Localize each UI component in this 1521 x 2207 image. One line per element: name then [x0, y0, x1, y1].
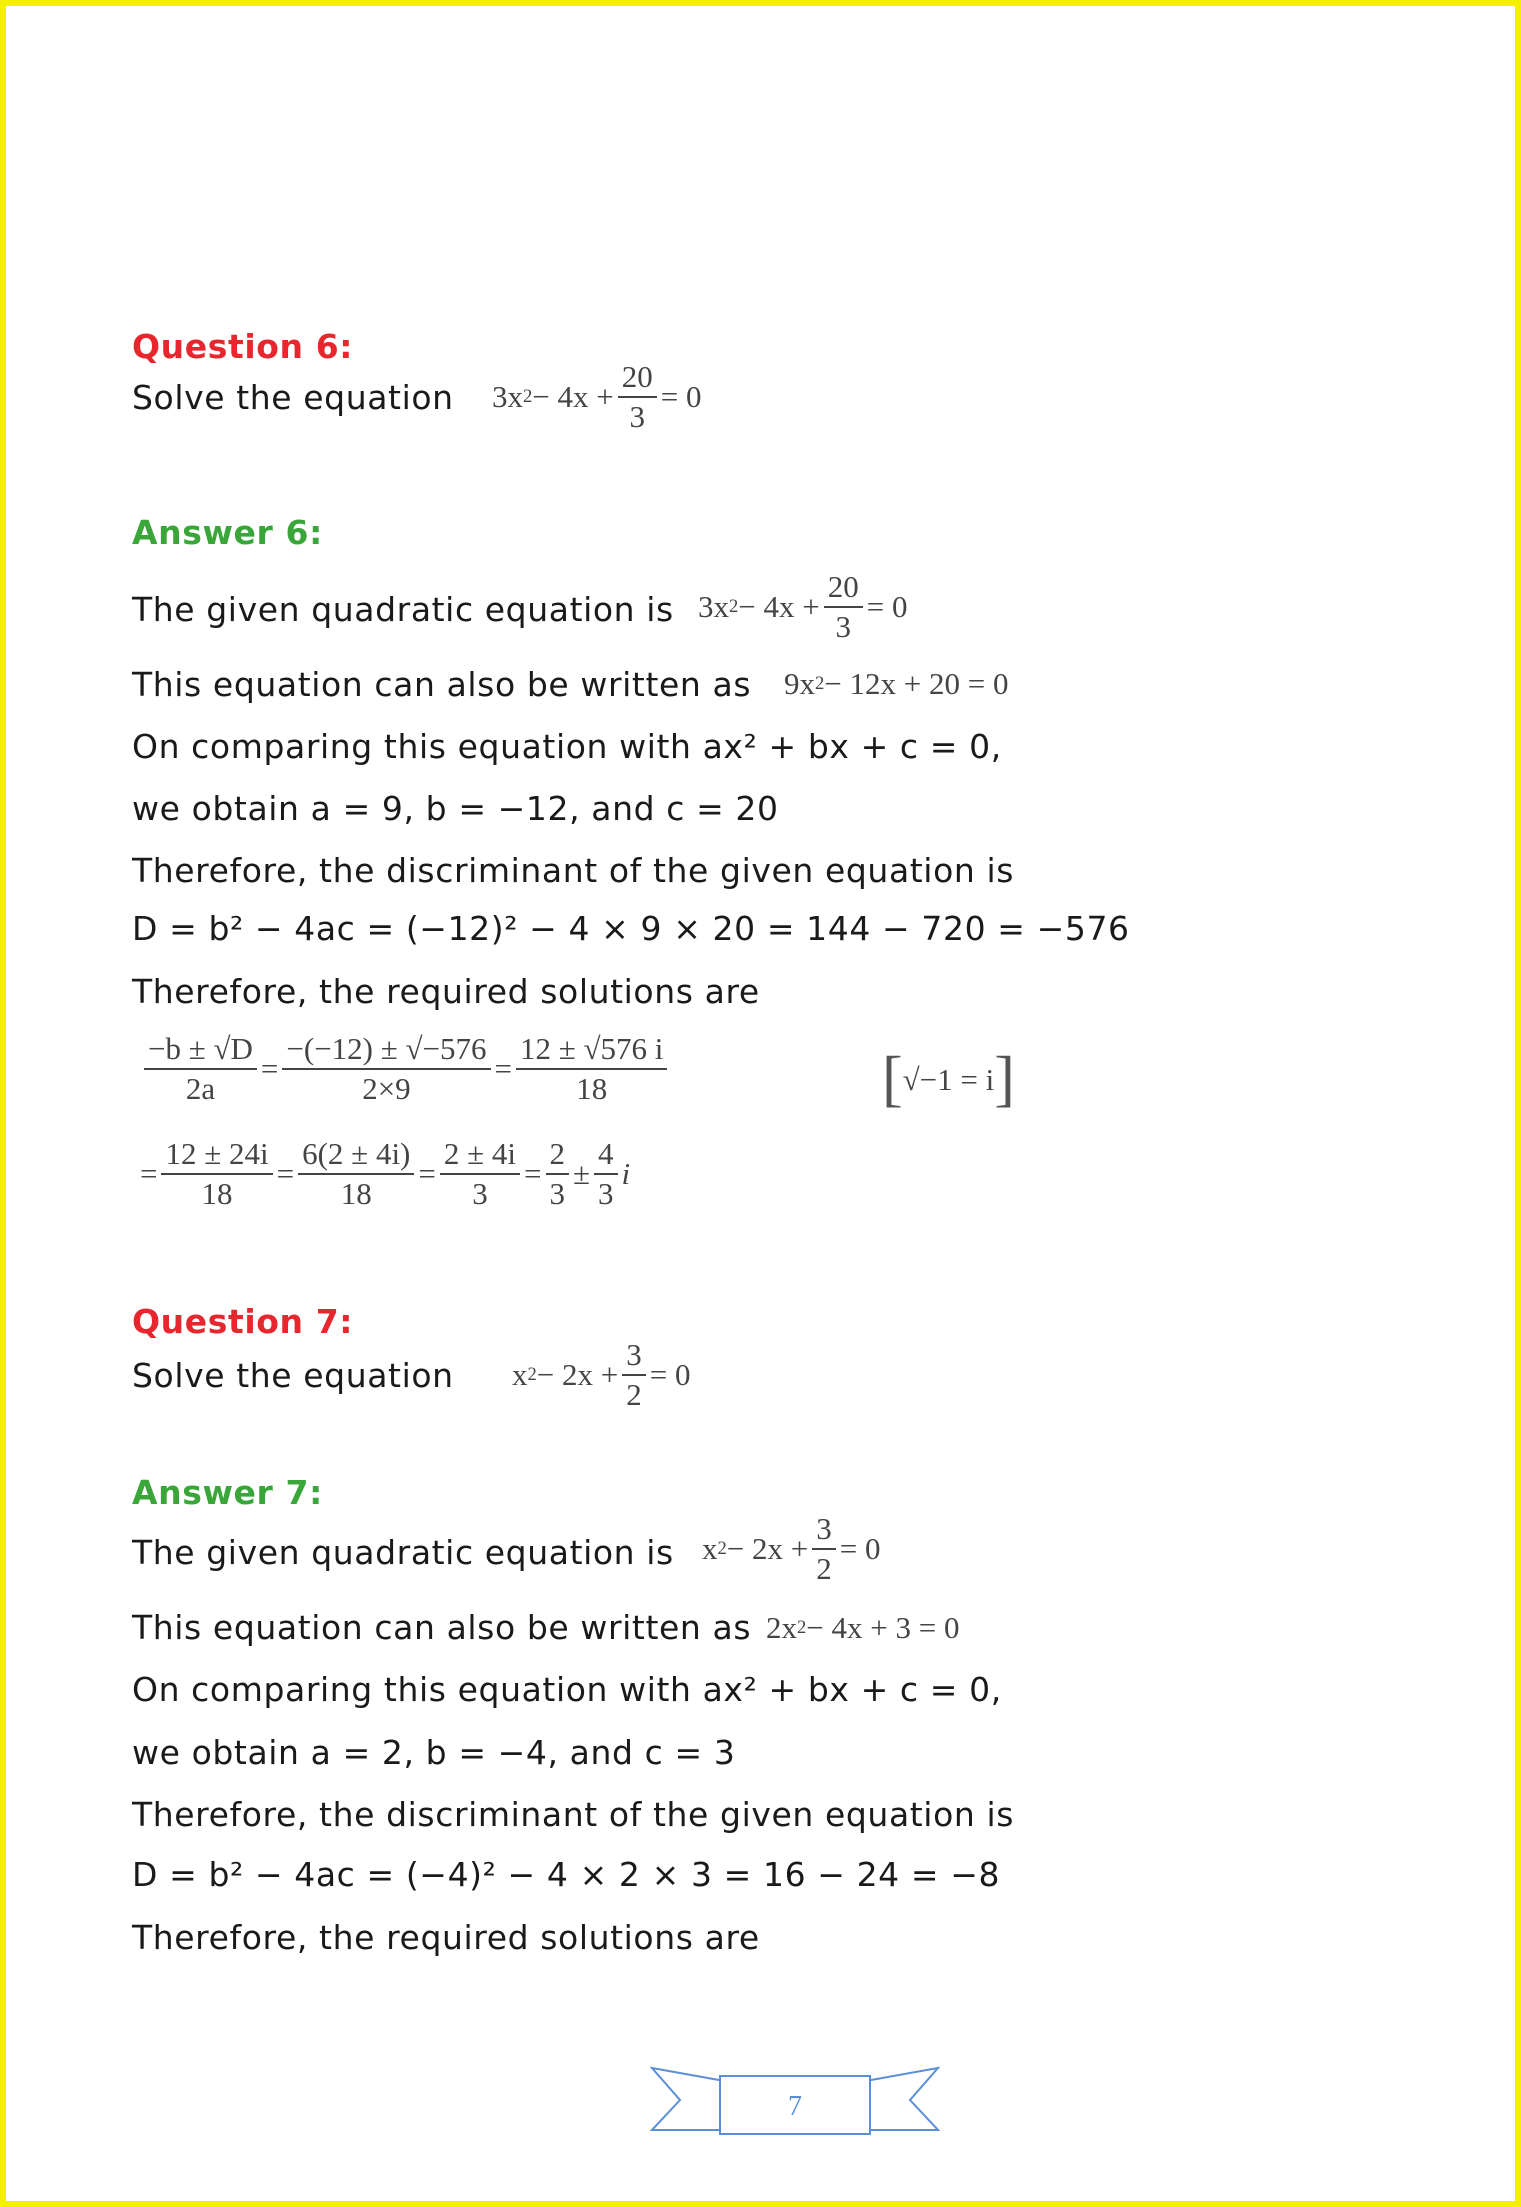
answer-6-line-2: This equation can also be written as: [132, 665, 752, 704]
question-7-heading: Question 7:: [132, 1302, 354, 1341]
answer-7-line-5: Therefore, the discriminant of the given equation is: [132, 1795, 1015, 1834]
answer-7-line-3: On comparing this equation with ax² + bx + c = 0,: [132, 1670, 1002, 1709]
imaginary-unit-note: [ √−1 = i ]: [882, 1045, 1015, 1113]
page-number-badge: [650, 2060, 940, 2140]
answer-7-line-2: This equation can also be written as: [132, 1608, 752, 1647]
answer-7-line-6: D = b² − 4ac = (−4)² − 4 × 2 × 3 = 16 − 24 = −8: [132, 1855, 1001, 1894]
answer-6-rewritten-equation: 9x 2 − 12x + 20 = 0: [784, 666, 1009, 701]
answer-7-rewritten-equation: 2x 2 − 4x + 3 = 0: [766, 1610, 960, 1645]
question-7-equation: x 2 − 2x + $\frac{3}{2}$ = 0: [512, 1337, 691, 1412]
answer-6-solution-row-2: = $\frac{12 \pm 24i}{18}$ = $\frac{6(2 \pm 4i)}{18}$ = $\frac{2 \pm 4i}{3}$ = $\frac{2}{3}$ ± $\frac{4}{3}$ i: [140, 1136, 631, 1211]
question-6-prompt: Solve the equation: [132, 378, 454, 417]
answer-6-line-3: On comparing this equation with ax² + bx + c = 0,: [132, 727, 1002, 766]
answer-6-line-6: D = b² − 4ac = (−12)² − 4 × 9 × 20 = 144 − 720 = −576: [132, 909, 1130, 948]
answer-6-line-7: Therefore, the required solutions are: [132, 972, 760, 1011]
answer-7-line-4: we obtain a = 2, b = −4, and c = 3: [132, 1733, 736, 1772]
page-number: 7: [788, 2091, 802, 2122]
answer-6-line-4: we obtain a = 9, b = −12, and c = 20: [132, 789, 779, 828]
answer-6-line-5: Therefore, the discriminant of the given equation is: [132, 851, 1015, 890]
question-6-heading: Question 6:: [132, 327, 354, 366]
answer-7-line-7: Therefore, the required solutions are: [132, 1918, 760, 1957]
answer-7-given-equation: x 2 − 2x + $\frac{3}{2}$ = 0: [702, 1511, 881, 1586]
answer-6-heading: Answer 6:: [132, 513, 323, 552]
question-7-prompt: Solve the equation: [132, 1356, 454, 1395]
answer-6-given-equation: 3x 2 − 4x + $\frac{20}{3}$ = 0: [698, 569, 908, 644]
answer-6-solution-row-1: $\frac{-b \pm √D}{2a}$ = $\frac{-(-12) \pm √-576}{2\times 9}$ = $\frac{12 \pm √576 i}{18}$: [140, 1030, 671, 1108]
answer-7-line-1: The given quadratic equation is: [132, 1533, 674, 1572]
answer-6-line-1: The given quadratic equation is: [132, 590, 674, 629]
question-6-equation: 3x 2 − 4x + $\frac{20}{3}$ = 0: [492, 359, 702, 434]
answer-7-heading: Answer 7:: [132, 1473, 323, 1512]
